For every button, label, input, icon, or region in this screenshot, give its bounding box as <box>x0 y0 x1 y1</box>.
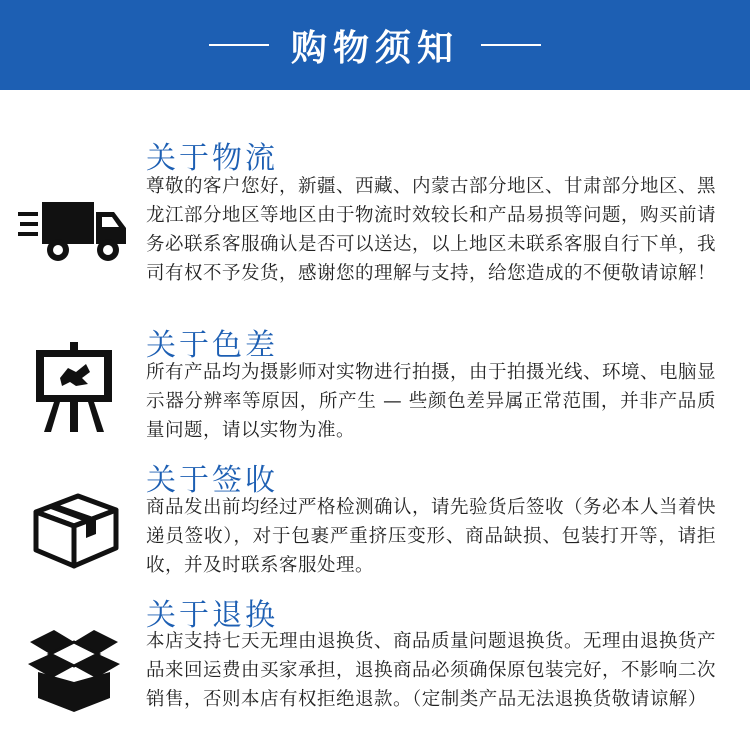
section-title: 关于退换 <box>146 598 278 633</box>
banner-right-line <box>481 44 541 46</box>
section-body: 所有产品均为摄影师对实物进行拍摄，由于拍摄光线、环境、电脑显示器分辨率等原因，所产生 — 些颜色差异属正常范围，并非产品质量问题，请以实物为准。 <box>146 362 717 441</box>
header-banner <box>0 0 750 90</box>
section-body: 尊敬的客户您好，新疆、西藏、内蒙古部分地区、甘肃部分地区、黑龙江部分地区等地区由于物流时效较长和产品易损等问题，购买前请务必联系客服确认是否可以送达，以上地区未联系客服自行下单，我司有权不予发货，感谢您的理解与支持，给您造成的不便敬请谅解！ <box>146 176 717 284</box>
section-body: 商品发出前均经过严格检测确认，请先验货后签收（务必本人当着快递员签收），对于包裹严重挤压变形、商品缺损、包装打开等，请拒收，并及时联系客服处理。 <box>146 497 717 576</box>
banner-left-line <box>209 44 269 46</box>
section-title: 关于物流 <box>146 141 278 176</box>
sealed-box-icon <box>30 490 120 574</box>
open-box-icon <box>24 628 124 718</box>
section-title: 关于签收 <box>146 463 278 498</box>
delivery-truck-icon <box>18 196 130 272</box>
section-title: 关于色差 <box>146 328 278 363</box>
page-title: 购物须知 <box>290 27 459 69</box>
section-body: 本店支持七天无理由退换货、商品质量问题退换货。无理由退换货产品来回运费由买家承担，退换商品必须确保原包装完好，不影响二次销售，否则本店有权拒绝退款。（定制类产品无法退换货敬请谅解） <box>146 631 717 710</box>
easel-painting-icon <box>32 342 116 436</box>
